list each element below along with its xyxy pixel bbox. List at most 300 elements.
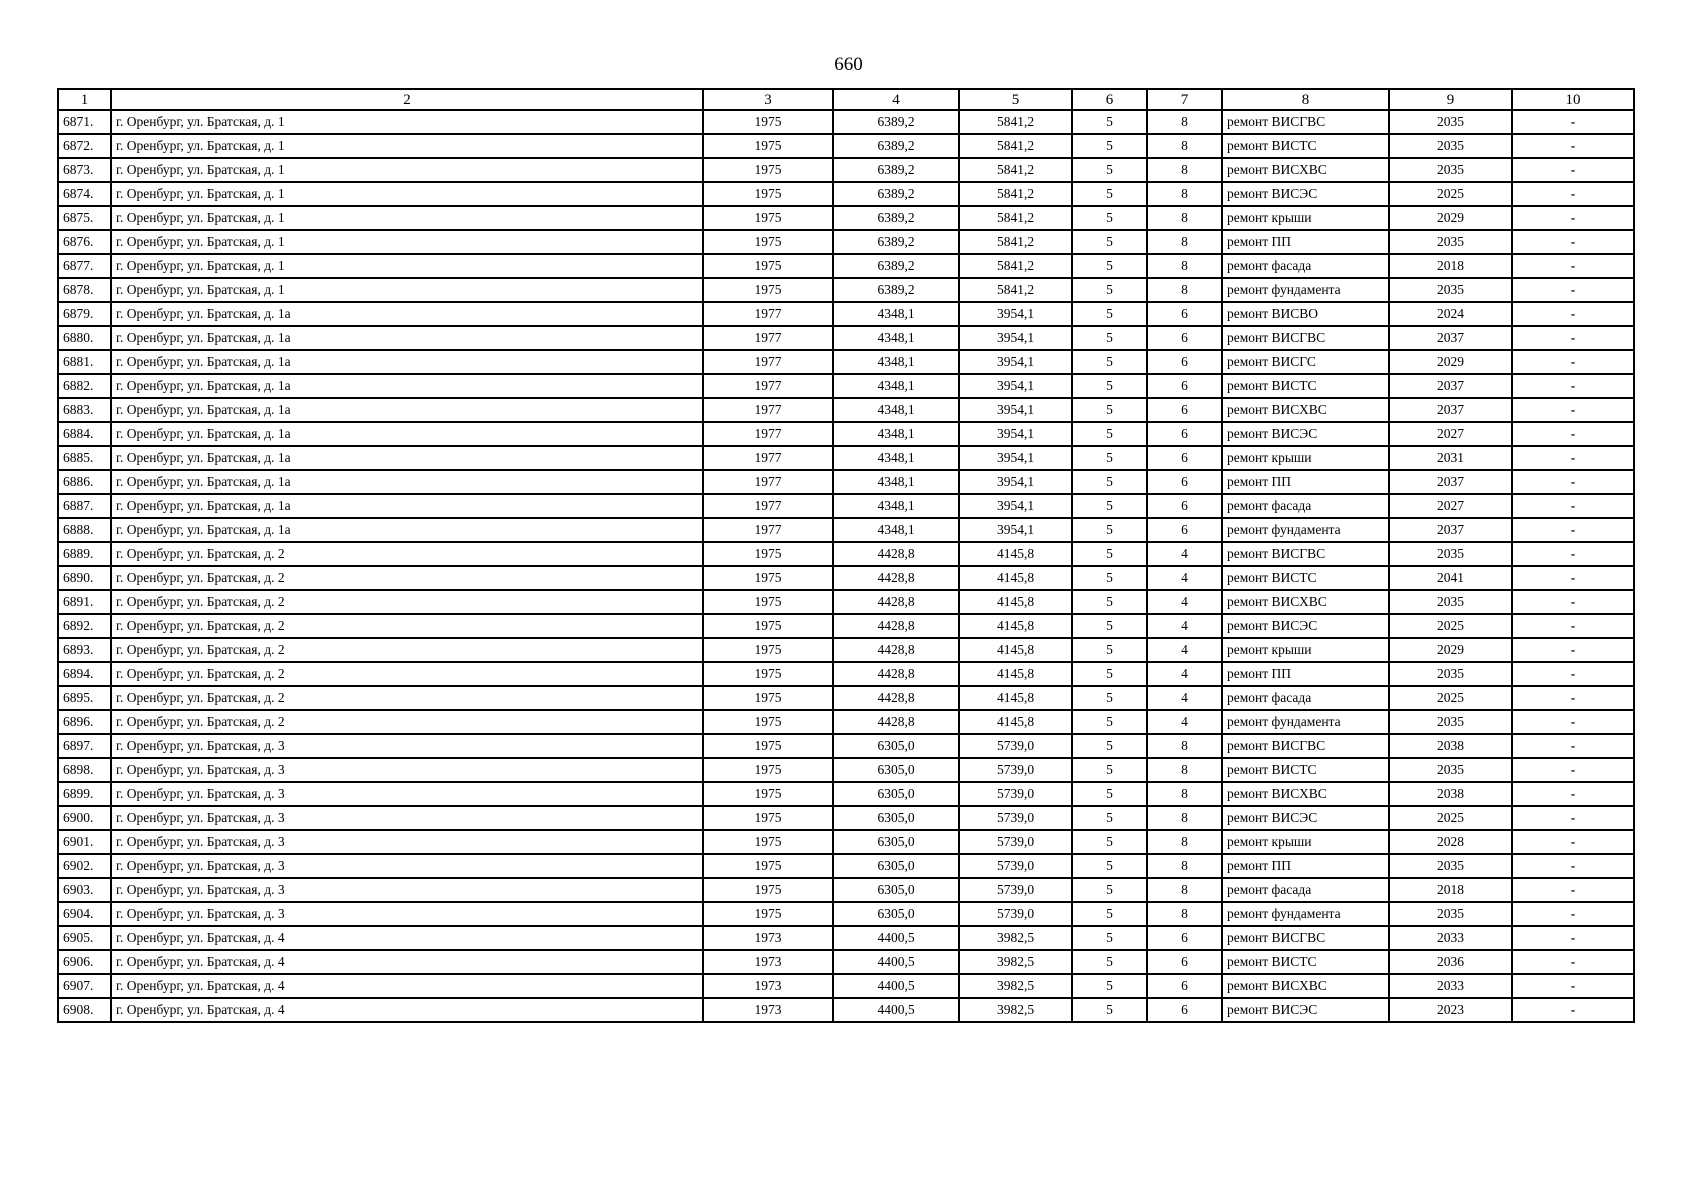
plan-year-cell: 2018: [1389, 254, 1512, 278]
address-cell: г. Оренбург, ул. Братская, д. 3: [111, 782, 703, 806]
area-living-cell: 5739,0: [959, 806, 1072, 830]
table-header-row: [58, 89, 1634, 110]
work-type-cell: ремонт ВИСГВС: [1222, 326, 1389, 350]
plan-year-cell: 2041: [1389, 566, 1512, 590]
work-type-cell: ремонт ПП: [1222, 470, 1389, 494]
address-cell: г. Оренбург, ул. Братская, д. 1а: [111, 446, 703, 470]
floors-cell: 5: [1072, 878, 1147, 902]
work-type-cell: ремонт крыши: [1222, 446, 1389, 470]
work-type-cell: ремонт фасада: [1222, 494, 1389, 518]
plan-year-cell: 2037: [1389, 398, 1512, 422]
area-living-cell: 5841,2: [959, 158, 1072, 182]
area-total-cell: 6305,0: [833, 878, 959, 902]
plan-year-cell: 2035: [1389, 662, 1512, 686]
page-number: 660: [834, 54, 863, 75]
entrances-cell: 8: [1147, 734, 1222, 758]
plan-year-cell: 2035: [1389, 134, 1512, 158]
entrances-cell: 8: [1147, 158, 1222, 182]
plan-year-cell: 2035: [1389, 710, 1512, 734]
plan-year-cell: 2028: [1389, 830, 1512, 854]
column-header: 5: [959, 89, 1072, 110]
floors-cell: 5: [1072, 230, 1147, 254]
area-total-cell: 6305,0: [833, 758, 959, 782]
plan-year-cell: 2036: [1389, 950, 1512, 974]
address-cell: г. Оренбург, ул. Братская, д. 1: [111, 134, 703, 158]
work-type-cell: ремонт ПП: [1222, 230, 1389, 254]
work-type-cell: ремонт фасада: [1222, 254, 1389, 278]
area-living-cell: 5739,0: [959, 758, 1072, 782]
area-total-cell: 4400,5: [833, 974, 959, 998]
work-type-cell: ремонт ВИСГВС: [1222, 734, 1389, 758]
work-type-cell: ремонт ВИСЭС: [1222, 614, 1389, 638]
entrances-cell: 8: [1147, 110, 1222, 134]
year-cell: 1975: [703, 782, 833, 806]
entrances-cell: 8: [1147, 254, 1222, 278]
area-total-cell: 4400,5: [833, 926, 959, 950]
work-type-cell: ремонт фундамента: [1222, 278, 1389, 302]
year-cell: 1975: [703, 254, 833, 278]
area-living-cell: 5739,0: [959, 830, 1072, 854]
floors-cell: 5: [1072, 854, 1147, 878]
column-header: 6: [1072, 89, 1147, 110]
note-cell: -: [1512, 590, 1634, 614]
address-cell: г. Оренбург, ул. Братская, д. 1а: [111, 374, 703, 398]
area-total-cell: 4348,1: [833, 326, 959, 350]
plan-year-cell: 2037: [1389, 374, 1512, 398]
table-row: [58, 590, 1634, 614]
column-header: 8: [1222, 89, 1389, 110]
area-living-cell: 5841,2: [959, 278, 1072, 302]
note-cell: -: [1512, 710, 1634, 734]
entrances-cell: 6: [1147, 398, 1222, 422]
entrances-cell: 6: [1147, 374, 1222, 398]
year-cell: 1975: [703, 134, 833, 158]
entrances-cell: 6: [1147, 926, 1222, 950]
work-type-cell: ремонт ВИСВО: [1222, 302, 1389, 326]
year-cell: 1973: [703, 926, 833, 950]
plan-year-cell: 2035: [1389, 542, 1512, 566]
table-row: [58, 206, 1634, 230]
area-living-cell: 3982,5: [959, 998, 1072, 1022]
area-living-cell: 3954,1: [959, 350, 1072, 374]
floors-cell: 5: [1072, 686, 1147, 710]
row-number: 6875.: [58, 206, 111, 230]
area-living-cell: 5739,0: [959, 854, 1072, 878]
row-number: 6882.: [58, 374, 111, 398]
row-number: 6895.: [58, 686, 111, 710]
plan-year-cell: 2018: [1389, 878, 1512, 902]
entrances-cell: 6: [1147, 446, 1222, 470]
plan-year-cell: 2037: [1389, 326, 1512, 350]
entrances-cell: 8: [1147, 182, 1222, 206]
work-type-cell: ремонт ВИСТС: [1222, 950, 1389, 974]
row-number: 6878.: [58, 278, 111, 302]
year-cell: 1973: [703, 974, 833, 998]
year-cell: 1975: [703, 686, 833, 710]
address-cell: г. Оренбург, ул. Братская, д. 4: [111, 974, 703, 998]
year-cell: 1977: [703, 398, 833, 422]
plan-year-cell: 2035: [1389, 902, 1512, 926]
table-row: [58, 758, 1634, 782]
area-living-cell: 5841,2: [959, 254, 1072, 278]
year-cell: 1975: [703, 758, 833, 782]
work-type-cell: ремонт крыши: [1222, 206, 1389, 230]
note-cell: -: [1512, 926, 1634, 950]
row-number: 6884.: [58, 422, 111, 446]
floors-cell: 5: [1072, 494, 1147, 518]
area-total-cell: 6389,2: [833, 110, 959, 134]
entrances-cell: 6: [1147, 350, 1222, 374]
floors-cell: 5: [1072, 614, 1147, 638]
work-type-cell: ремонт фундамента: [1222, 902, 1389, 926]
note-cell: -: [1512, 254, 1634, 278]
row-number: 6904.: [58, 902, 111, 926]
year-cell: 1975: [703, 590, 833, 614]
area-total-cell: 4400,5: [833, 998, 959, 1022]
area-living-cell: 5841,2: [959, 206, 1072, 230]
year-cell: 1975: [703, 830, 833, 854]
row-number: 6898.: [58, 758, 111, 782]
entrances-cell: 8: [1147, 230, 1222, 254]
area-total-cell: 4348,1: [833, 446, 959, 470]
table-row: [58, 902, 1634, 926]
table-row: [58, 950, 1634, 974]
table-row: [58, 230, 1634, 254]
note-cell: -: [1512, 134, 1634, 158]
address-cell: г. Оренбург, ул. Братская, д. 1а: [111, 302, 703, 326]
column-header: 9: [1389, 89, 1512, 110]
row-number: 6899.: [58, 782, 111, 806]
entrances-cell: 8: [1147, 278, 1222, 302]
address-cell: г. Оренбург, ул. Братская, д. 3: [111, 758, 703, 782]
entrances-cell: 6: [1147, 998, 1222, 1022]
table-row: [58, 446, 1634, 470]
area-living-cell: 3954,1: [959, 374, 1072, 398]
year-cell: 1977: [703, 350, 833, 374]
row-number: 6880.: [58, 326, 111, 350]
table-row: [58, 374, 1634, 398]
area-total-cell: 4348,1: [833, 494, 959, 518]
note-cell: -: [1512, 422, 1634, 446]
year-cell: 1977: [703, 422, 833, 446]
row-number: 6893.: [58, 638, 111, 662]
row-number: 6905.: [58, 926, 111, 950]
plan-year-cell: 2029: [1389, 350, 1512, 374]
area-living-cell: 3954,1: [959, 518, 1072, 542]
work-type-cell: ремонт крыши: [1222, 638, 1389, 662]
area-total-cell: 4400,5: [833, 950, 959, 974]
table-row: [58, 806, 1634, 830]
address-cell: г. Оренбург, ул. Братская, д. 1а: [111, 518, 703, 542]
floors-cell: 5: [1072, 806, 1147, 830]
floors-cell: 5: [1072, 350, 1147, 374]
year-cell: 1975: [703, 614, 833, 638]
area-living-cell: 5739,0: [959, 734, 1072, 758]
floors-cell: 5: [1072, 182, 1147, 206]
note-cell: -: [1512, 350, 1634, 374]
address-cell: г. Оренбург, ул. Братская, д. 1а: [111, 350, 703, 374]
note-cell: -: [1512, 470, 1634, 494]
area-total-cell: 4348,1: [833, 350, 959, 374]
work-type-cell: ремонт ВИСХВС: [1222, 398, 1389, 422]
entrances-cell: 4: [1147, 590, 1222, 614]
entrances-cell: 4: [1147, 662, 1222, 686]
note-cell: -: [1512, 182, 1634, 206]
work-type-cell: ремонт фундамента: [1222, 710, 1389, 734]
row-number: 6886.: [58, 470, 111, 494]
address-cell: г. Оренбург, ул. Братская, д. 3: [111, 902, 703, 926]
note-cell: -: [1512, 734, 1634, 758]
work-type-cell: ремонт ВИСЭС: [1222, 806, 1389, 830]
address-cell: г. Оренбург, ул. Братская, д. 3: [111, 830, 703, 854]
table-row: [58, 518, 1634, 542]
table-row: [58, 998, 1634, 1022]
note-cell: -: [1512, 878, 1634, 902]
note-cell: -: [1512, 278, 1634, 302]
address-cell: г. Оренбург, ул. Братская, д. 2: [111, 710, 703, 734]
year-cell: 1975: [703, 638, 833, 662]
plan-year-cell: 2035: [1389, 158, 1512, 182]
year-cell: 1977: [703, 518, 833, 542]
table-row: [58, 566, 1634, 590]
year-cell: 1975: [703, 710, 833, 734]
row-number: 6888.: [58, 518, 111, 542]
address-cell: г. Оренбург, ул. Братская, д. 3: [111, 734, 703, 758]
entrances-cell: 6: [1147, 950, 1222, 974]
column-header: 4: [833, 89, 959, 110]
address-cell: г. Оренбург, ул. Братская, д. 4: [111, 926, 703, 950]
row-number: 6902.: [58, 854, 111, 878]
year-cell: 1977: [703, 302, 833, 326]
plan-year-cell: 2033: [1389, 926, 1512, 950]
floors-cell: 5: [1072, 782, 1147, 806]
address-cell: г. Оренбург, ул. Братская, д. 1а: [111, 422, 703, 446]
entrances-cell: 6: [1147, 494, 1222, 518]
row-number: 6883.: [58, 398, 111, 422]
floors-cell: 5: [1072, 518, 1147, 542]
floors-cell: 5: [1072, 758, 1147, 782]
area-living-cell: 5739,0: [959, 782, 1072, 806]
area-living-cell: 5739,0: [959, 902, 1072, 926]
table-row: [58, 398, 1634, 422]
year-cell: 1977: [703, 374, 833, 398]
plan-year-cell: 2025: [1389, 614, 1512, 638]
work-type-cell: ремонт ВИСГВС: [1222, 926, 1389, 950]
area-living-cell: 4145,8: [959, 710, 1072, 734]
note-cell: -: [1512, 110, 1634, 134]
plan-year-cell: 2037: [1389, 470, 1512, 494]
area-living-cell: 4145,8: [959, 614, 1072, 638]
column-header: 3: [703, 89, 833, 110]
note-cell: -: [1512, 446, 1634, 470]
row-number: 6874.: [58, 182, 111, 206]
entrances-cell: 4: [1147, 542, 1222, 566]
row-number: 6885.: [58, 446, 111, 470]
note-cell: -: [1512, 614, 1634, 638]
area-living-cell: 3954,1: [959, 422, 1072, 446]
area-living-cell: 5739,0: [959, 878, 1072, 902]
area-living-cell: 4145,8: [959, 566, 1072, 590]
table-row: [58, 638, 1634, 662]
area-total-cell: 6305,0: [833, 782, 959, 806]
entrances-cell: 6: [1147, 974, 1222, 998]
plan-year-cell: 2025: [1389, 182, 1512, 206]
area-total-cell: 6305,0: [833, 734, 959, 758]
year-cell: 1975: [703, 110, 833, 134]
table-row: [58, 686, 1634, 710]
entrances-cell: 4: [1147, 710, 1222, 734]
area-total-cell: 6305,0: [833, 806, 959, 830]
area-living-cell: 5841,2: [959, 182, 1072, 206]
floors-cell: 5: [1072, 470, 1147, 494]
floors-cell: 5: [1072, 590, 1147, 614]
entrances-cell: 6: [1147, 302, 1222, 326]
entrances-cell: 8: [1147, 206, 1222, 230]
table-row: [58, 470, 1634, 494]
plan-year-cell: 2027: [1389, 422, 1512, 446]
table-row: [58, 542, 1634, 566]
note-cell: -: [1512, 662, 1634, 686]
area-living-cell: 3982,5: [959, 950, 1072, 974]
entrances-cell: 4: [1147, 686, 1222, 710]
work-type-cell: ремонт фасада: [1222, 686, 1389, 710]
year-cell: 1975: [703, 662, 833, 686]
note-cell: -: [1512, 902, 1634, 926]
floors-cell: 5: [1072, 950, 1147, 974]
table-row: [58, 854, 1634, 878]
year-cell: 1975: [703, 158, 833, 182]
plan-year-cell: 2024: [1389, 302, 1512, 326]
floors-cell: 5: [1072, 278, 1147, 302]
area-living-cell: 3954,1: [959, 446, 1072, 470]
plan-year-cell: 2027: [1389, 494, 1512, 518]
work-type-cell: ремонт ВИСТС: [1222, 758, 1389, 782]
year-cell: 1977: [703, 446, 833, 470]
entrances-cell: 8: [1147, 878, 1222, 902]
note-cell: -: [1512, 854, 1634, 878]
floors-cell: 5: [1072, 638, 1147, 662]
floors-cell: 5: [1072, 110, 1147, 134]
plan-year-cell: 2023: [1389, 998, 1512, 1022]
work-type-cell: ремонт ВИСЭС: [1222, 998, 1389, 1022]
work-type-cell: ремонт ВИСЭС: [1222, 182, 1389, 206]
address-cell: г. Оренбург, ул. Братская, д. 2: [111, 614, 703, 638]
table-body: [58, 110, 1634, 1022]
row-number: 6877.: [58, 254, 111, 278]
address-cell: г. Оренбург, ул. Братская, д. 1а: [111, 470, 703, 494]
plan-year-cell: 2038: [1389, 782, 1512, 806]
row-number: 6890.: [58, 566, 111, 590]
note-cell: -: [1512, 830, 1634, 854]
area-total-cell: 6389,2: [833, 206, 959, 230]
floors-cell: 5: [1072, 326, 1147, 350]
row-number: 6903.: [58, 878, 111, 902]
area-total-cell: 4428,8: [833, 638, 959, 662]
address-cell: г. Оренбург, ул. Братская, д. 2: [111, 686, 703, 710]
area-living-cell: 4145,8: [959, 638, 1072, 662]
entrances-cell: 8: [1147, 758, 1222, 782]
note-cell: -: [1512, 230, 1634, 254]
floors-cell: 5: [1072, 206, 1147, 230]
area-living-cell: 5841,2: [959, 110, 1072, 134]
floors-cell: 5: [1072, 542, 1147, 566]
address-cell: г. Оренбург, ул. Братская, д. 3: [111, 854, 703, 878]
table-row: [58, 182, 1634, 206]
year-cell: 1975: [703, 566, 833, 590]
area-living-cell: 3954,1: [959, 302, 1072, 326]
floors-cell: 5: [1072, 158, 1147, 182]
area-living-cell: 3954,1: [959, 398, 1072, 422]
year-cell: 1975: [703, 182, 833, 206]
table-row: [58, 422, 1634, 446]
area-living-cell: 4145,8: [959, 590, 1072, 614]
table-row: [58, 830, 1634, 854]
area-living-cell: 4145,8: [959, 542, 1072, 566]
area-total-cell: 6389,2: [833, 182, 959, 206]
floors-cell: 5: [1072, 830, 1147, 854]
area-total-cell: 6389,2: [833, 134, 959, 158]
row-number: 6892.: [58, 614, 111, 638]
entrances-cell: 6: [1147, 470, 1222, 494]
column-header: 7: [1147, 89, 1222, 110]
work-type-cell: ремонт ВИСТС: [1222, 566, 1389, 590]
area-total-cell: 4348,1: [833, 374, 959, 398]
table-row: [58, 878, 1634, 902]
table-row: [58, 278, 1634, 302]
year-cell: 1975: [703, 734, 833, 758]
area-total-cell: 4428,8: [833, 662, 959, 686]
row-number: 6879.: [58, 302, 111, 326]
work-type-cell: ремонт фасада: [1222, 878, 1389, 902]
note-cell: -: [1512, 782, 1634, 806]
work-type-cell: ремонт ПП: [1222, 854, 1389, 878]
address-cell: г. Оренбург, ул. Братская, д. 2: [111, 566, 703, 590]
area-total-cell: 6305,0: [833, 830, 959, 854]
year-cell: 1973: [703, 950, 833, 974]
area-total-cell: 6305,0: [833, 854, 959, 878]
floors-cell: 5: [1072, 302, 1147, 326]
table-row: [58, 350, 1634, 374]
floors-cell: 5: [1072, 902, 1147, 926]
address-cell: г. Оренбург, ул. Братская, д. 1: [111, 182, 703, 206]
entrances-cell: 8: [1147, 854, 1222, 878]
work-type-cell: ремонт ВИСХВС: [1222, 590, 1389, 614]
address-cell: г. Оренбург, ул. Братская, д. 1а: [111, 494, 703, 518]
year-cell: 1977: [703, 326, 833, 350]
area-total-cell: 6389,2: [833, 254, 959, 278]
floors-cell: 5: [1072, 998, 1147, 1022]
year-cell: 1975: [703, 542, 833, 566]
column-header: 2: [111, 89, 703, 110]
entrances-cell: 8: [1147, 806, 1222, 830]
area-living-cell: 4145,8: [959, 686, 1072, 710]
floors-cell: 5: [1072, 134, 1147, 158]
table-row: [58, 134, 1634, 158]
note-cell: -: [1512, 158, 1634, 182]
address-cell: г. Оренбург, ул. Братская, д. 1: [111, 278, 703, 302]
row-number: 6881.: [58, 350, 111, 374]
note-cell: -: [1512, 974, 1634, 998]
area-total-cell: 6305,0: [833, 902, 959, 926]
floors-cell: 5: [1072, 254, 1147, 278]
floors-cell: 5: [1072, 734, 1147, 758]
floors-cell: 5: [1072, 710, 1147, 734]
note-cell: -: [1512, 326, 1634, 350]
year-cell: 1975: [703, 902, 833, 926]
entrances-cell: 6: [1147, 518, 1222, 542]
area-living-cell: 3954,1: [959, 470, 1072, 494]
address-cell: г. Оренбург, ул. Братская, д. 1а: [111, 326, 703, 350]
